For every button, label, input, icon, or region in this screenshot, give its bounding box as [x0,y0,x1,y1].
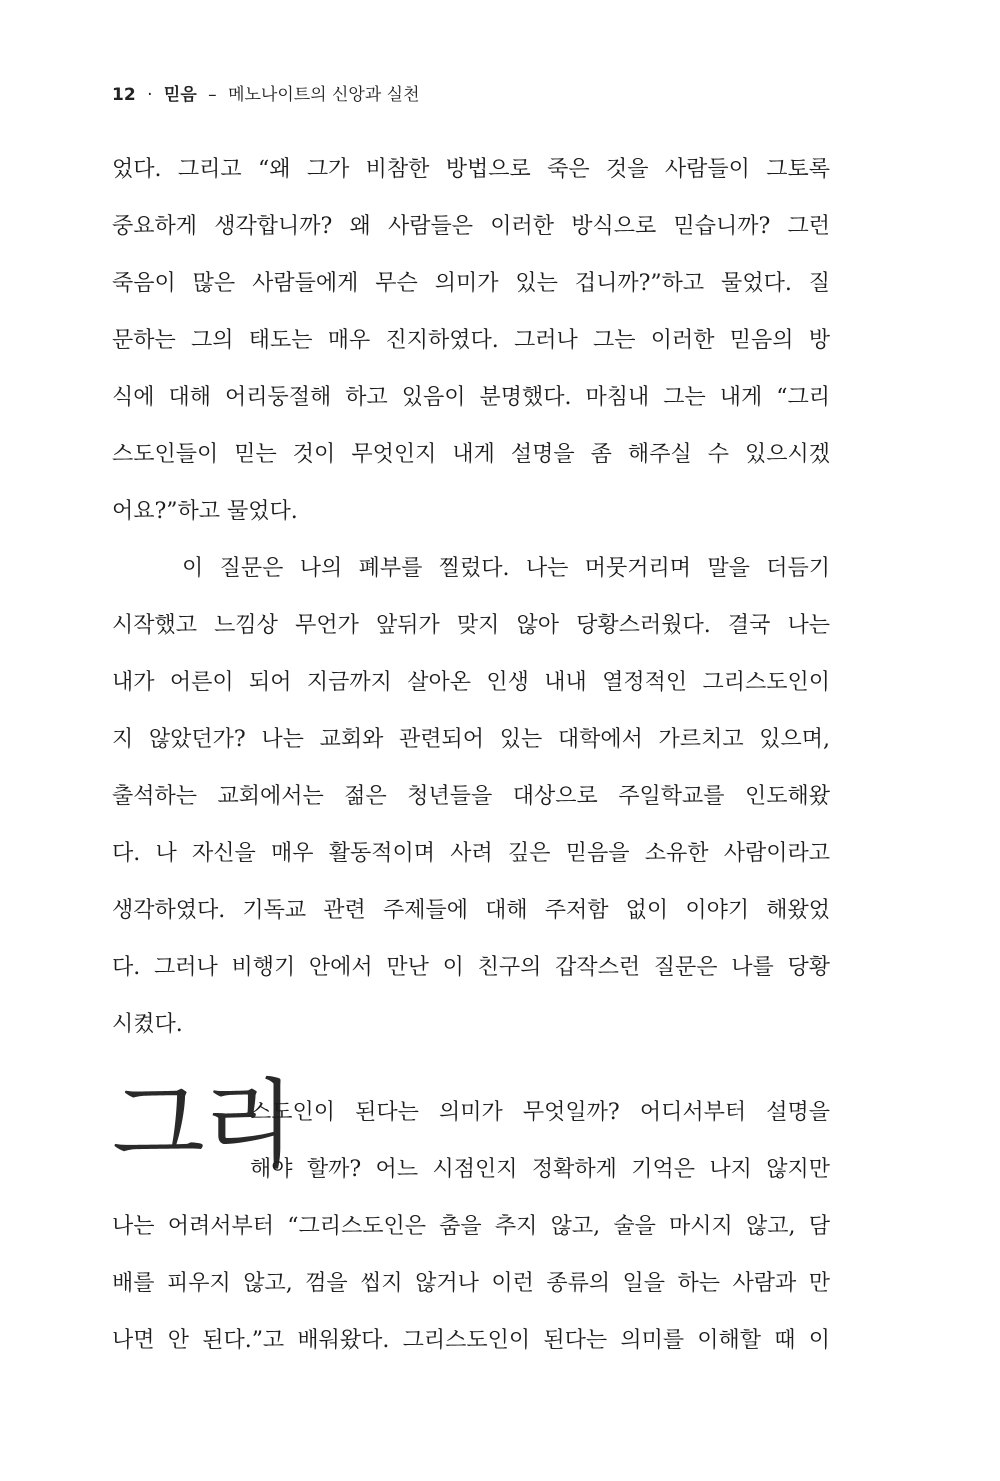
text-line: 시작했고 느낌상 무언가 앞뒤가 맞지 않아 당황스러웠다. 결국 나는 [112,613,830,638]
text-line: 출석하는 교회에서는 젊은 청년들을 대상으로 주일학교를 인도해왔 [112,784,830,809]
text-line: 죽음이 많은 사람들에게 무슨 의미가 있는 겁니까?”하고 물었다. 질 [112,271,830,296]
book-title: 믿음 [163,85,197,105]
text-line: 생각하였다. 기독교 관련 주제들에 대해 주저함 없이 이야기 해왔었 [112,898,830,923]
text-line: 문하는 그의 태도는 매우 진지하였다. 그러나 그는 이러한 믿음의 방 [112,328,830,353]
drop-cap-lines [250,1084,830,1198]
text-line-first [112,540,830,597]
paragraph-2 [112,540,830,1053]
text-line: 었다. 그리고 “왜 그가 비참한 방법으로 죽은 것을 사람들이 그토록 [112,157,830,182]
book-subtitle: 메노나이트의 신앙과 실천 [228,85,420,105]
text-line: 다. 그러나 비행기 안에서 만난 이 친구의 갑작스런 질문은 나를 당황 [112,955,830,980]
text-line: 나면 안 된다.”고 배워왔다. 그리스도인이 된다는 의미를 이해할 때 이 [112,1328,830,1353]
running-head [112,80,420,105]
page-number: 12 [112,85,136,105]
header-dash: – [208,85,217,105]
text-line: 시켰다. [112,1012,183,1037]
paragraph-3 [112,1198,830,1369]
header-dot: · [147,85,153,105]
text-line-content: 이 질문은 나의 폐부를 찔렀다. 나는 머뭇거리며 말을 더듬기 [182,556,830,581]
text-line: 지 않았던가? 나는 교회와 관련되어 있는 대학에서 가르치고 있으며, [112,727,830,752]
text-line: 식에 대해 어리둥절해 하고 있음이 분명했다. 마침내 그는 내게 “그리 [112,385,830,410]
paragraph-1 [112,141,830,540]
text-line: 스도인들이 믿는 것이 무엇인지 내게 설명을 좀 해주실 수 있으시겠 [112,442,830,467]
text-line: 다. 나 자신을 매우 활동적이며 사려 깊은 믿음을 소유한 사람이라고 [112,841,830,866]
text-line: 배를 피우지 않고, 껌을 씹지 않거나 이런 종류의 일을 하는 사람과 만 [112,1271,830,1296]
text-line: 스도인이 된다는 의미가 무엇일까? 어디서부터 설명을 [250,1100,830,1125]
text-line: 나는 어려서부터 “그리스도인은 춤을 추지 않고, 술을 마시지 않고, 담 [112,1214,830,1239]
text-line: 내가 어른이 되어 지금까지 살아온 인생 내내 열정적인 그리스도인이 [112,670,830,695]
text-line: 해야 할까? 어느 시점인지 정확하게 기억은 나지 않지만 [250,1157,830,1182]
text-line: 중요하게 생각합니까? 왜 사람들은 이러한 방식으로 믿습니까? 그런 [112,214,830,239]
text-line: 어요?”하고 물었다. [112,499,298,524]
drop-cap: 그리 [112,1069,294,1181]
